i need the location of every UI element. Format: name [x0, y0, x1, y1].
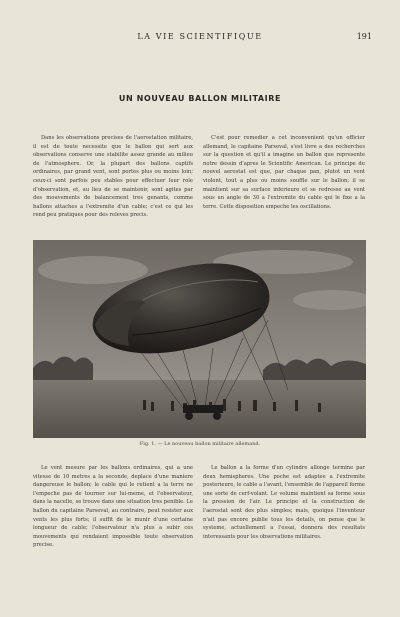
paragraph: C'est pour remedier a cet inconvenient qu'un officier allemand, le capitaine Parseval, s'est livre a des recherches sur la question et qu'il a imagine un ballon que represente notre dessin d'apres le Scientific American. Le principe du nouvel aerostat est que, par chaque pan, plutot un vent violent, tout a plus ou moins souffle sur le ballon; il se maintient sur sa surface inferieure et se redresse au vent sous un angle de 30 a l'extremite du cable qui le fixe a la terre. Cette disposition empeche les oscillations.	[203, 135, 365, 210]
column-bottom-right	[203, 464, 365, 541]
figure-caption: Fig. 1. — Le nouveau ballon militaire allemand.	[139, 441, 261, 447]
paragraph: Dans les observations precises de l'aerostation militaire, il est de toute necessite que le ballon qui sert aux observations conserve une stabilite assez grande au milieu de l'atmosphere. Or, la plupart des ballons captifs ordinaires, par grand vent, sont portes plus ou moins loin; ceux-ci sont parfois peu stables pour effectuer leur role d'observation, et, au lieu de se maintenir, sont agites par des mouvements de balancement tres genants, comme ballons attaches a l'extremite d'un cable; c'est ce qui les rend peu pratiques pour des releves precis.	[33, 135, 193, 219]
figure-balloon-engraving	[33, 240, 366, 438]
column-top-right	[203, 134, 365, 211]
running-head-title: LA VIE SCIENTIFIQUE	[137, 32, 263, 41]
paragraph: Le ballon a la forme d'un cylindre allonge termine par deux hemispheres. Une poche est adaptee a l'extremite posterieure, le cable a l'avant, l'ensemble de l'appareil forme une sorte de cerf-volant. Le volume maintient sa forme sous la pression de l'air. Le principe et la construction de l'aerostat sont des plus simples; mais, quoique l'inventeur n'ait pas encore publie tous les details, on pense que le systeme, actuellement a l'essai, donnera des resultats interessants pour les observations militaires.	[203, 465, 365, 540]
article-title: UN NOUVEAU BALLON MILITAIRE	[118, 94, 282, 103]
page-number: 191	[356, 32, 372, 41]
balloon-illustration	[33, 240, 366, 438]
paragraph: Le vent mesure par les ballons ordinaires, qui a une vitesse de 10 metres a la seconde, deplace d'une maniere dangereuse le ballon; le cable qui le retient a la terre ne l'empeche pas de tourner sur lui-meme, et l'observateur, dans la nacelle, se trouve dans une situation tres penible. Le ballon du capitaine Parseval, au contraire, peut resister aux vents les plus forts; il suffit de le munir d'une certaine longueur de cable; l'observateur n'a plus a subir ces mouvements qui rendaient impossible toute observation precise.	[33, 465, 193, 549]
column-bottom-left	[33, 464, 193, 550]
column-top-left	[33, 134, 193, 220]
running-head	[0, 32, 400, 46]
